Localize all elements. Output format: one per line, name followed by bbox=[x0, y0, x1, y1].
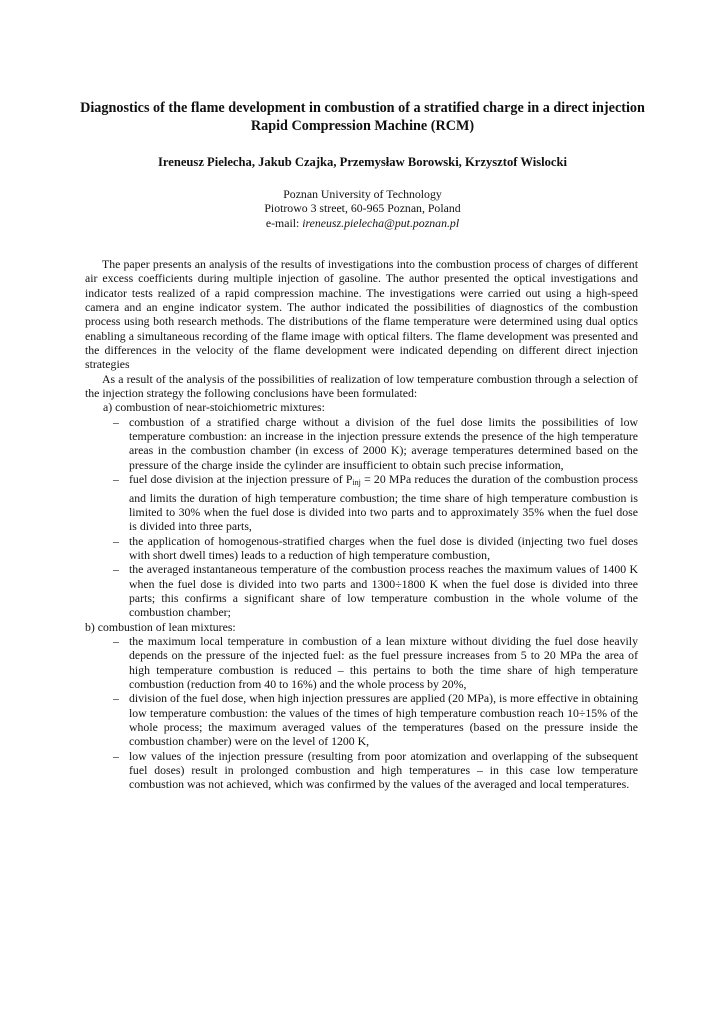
list-item-text: fuel dose division at the injection pressure of P bbox=[129, 472, 353, 487]
abstract-paragraph: The paper presents an analysis of the results of investigations into the combustion process of charges of different air excess coefficients during multiple injection of gasoline. The author presented the optical investigations and indicator tests realized of a rapid compression machine. The investigations were carried out using a high-speed camera and an engine indicator system. The author indicated the possibilities of diagnostics of the combustion process using both research methods. The distributions of the flame temperature were determined using dual optics enabling a simultaneous recording of the flame image with optical filters. The flame development was presented and the differences in the velocity of the flame development were indicated depending on different direct injection strategies bbox=[85, 257, 638, 372]
institution: Poznan University of Technology bbox=[283, 187, 442, 201]
section-a-list bbox=[85, 415, 638, 620]
dash-bullet: – bbox=[113, 748, 119, 763]
list-item bbox=[113, 691, 638, 749]
list-item bbox=[113, 633, 638, 691]
section-a bbox=[85, 400, 638, 414]
list-item bbox=[113, 562, 638, 620]
dash-bullet: – bbox=[113, 691, 119, 706]
email-label: e-mail: bbox=[265, 215, 303, 230]
section-a-heading: a) combustion of near-stoichiometric mixtures: bbox=[103, 400, 325, 415]
author-list: Ireneusz Pielecha, Jakub Czajka, Przemysław Borowski, Krzysztof Wislocki bbox=[157, 155, 568, 169]
list-item bbox=[113, 533, 638, 563]
dash-bullet: – bbox=[113, 472, 119, 487]
list-item-text: low values of the injection pressure (resulting from poor atomization and overlapping of the subsequent fuel doses) result in prolonged combustion and high temperatures – in this case low temperature combustion was not achieved, which was confirmed by the values of the averaged and local temperatures. bbox=[129, 748, 638, 792]
list-item bbox=[113, 748, 638, 792]
list-item-text: the averaged instantaneous temperature of the combustion process reaches the maximum values of 1400 K when the fuel dose is divided into two parts and 1300÷1800 K when the fuel dose is divided into three parts; this confirms a significant share of low temperature combustion in the whole volume of the combustion chamber; bbox=[129, 562, 638, 620]
list-item-text: = 20 MPa reduces the duration of the combustion process and limits the duration of high temperature combustion; the time share of high temperature combustion is limited to 30% when the fuel dose is divided into two parts and to approximately 35% when the fuel dose is divided into three parts, bbox=[129, 472, 638, 534]
dash-bullet: – bbox=[113, 562, 119, 577]
abstract-body bbox=[85, 257, 638, 792]
email-address[interactable]: ireneusz.pielecha@put.poznan.pl bbox=[302, 215, 460, 230]
paper-title: Diagnostics of the flame development in combustion of a stratified charge in a direct injection Rapid Compression Machine (RCM) bbox=[80, 100, 645, 134]
list-item-text: the application of homogenous-stratified charges when the fuel dose is divided (injecting two fuel doses with short dwell times) leads to a reduction of high temperature combustion, bbox=[129, 533, 638, 562]
email-line bbox=[60, 216, 665, 230]
subscript-inj: inj bbox=[352, 478, 361, 488]
conclusions-intro: As a result of the analysis of the possibilities of realization of low temperature combustion through a selection of the injection strategy the following conclusions have been formulated: bbox=[85, 371, 638, 401]
section-b-list bbox=[85, 634, 638, 792]
list-item-text: the maximum local temperature in combustion of a lean mixture without dividing the fuel dose heavily depends on the pressure of the injected fuel: as the fuel pressure increases from 5 to 20 MPa the area of high temperature combustion is reduced – this pertains to both the time share of high temperature combustion (reduction from 40 to 16%) and the whole process by 20%, bbox=[129, 633, 638, 691]
dash-bullet: – bbox=[113, 414, 119, 429]
section-b-heading: b) combustion of lean mixtures: bbox=[85, 619, 236, 634]
dash-bullet: – bbox=[113, 633, 119, 648]
list-item bbox=[113, 472, 638, 534]
list-item bbox=[113, 414, 638, 472]
list-item-text: combustion of a stratified charge without a division of the fuel dose limits the possibilities of low temperature combustion: an increase in the injection pressure extends the presence of the high temperature areas in the combustion chamber (in excess of 2000 K); average temperatures determined based on the pressure of the charge inside the cylinder are insufficient to obtain such precise information, bbox=[129, 414, 638, 472]
dash-bullet: – bbox=[113, 533, 119, 548]
address: Piotrowo 3 street, 60-965 Poznan, Poland bbox=[264, 201, 461, 216]
affiliation-block bbox=[60, 187, 665, 230]
list-item-text: division of the fuel dose, when high injection pressures are applied (20 MPa), is more effective in obtaining low temperature combustion: the values of the times of high temperature combustion reach 10÷15% of the whole process; the maximum averaged values of the temperatures (based on the pressure inside the combustion chamber) were on the level of 1200 K, bbox=[129, 691, 638, 749]
section-b bbox=[85, 620, 638, 634]
